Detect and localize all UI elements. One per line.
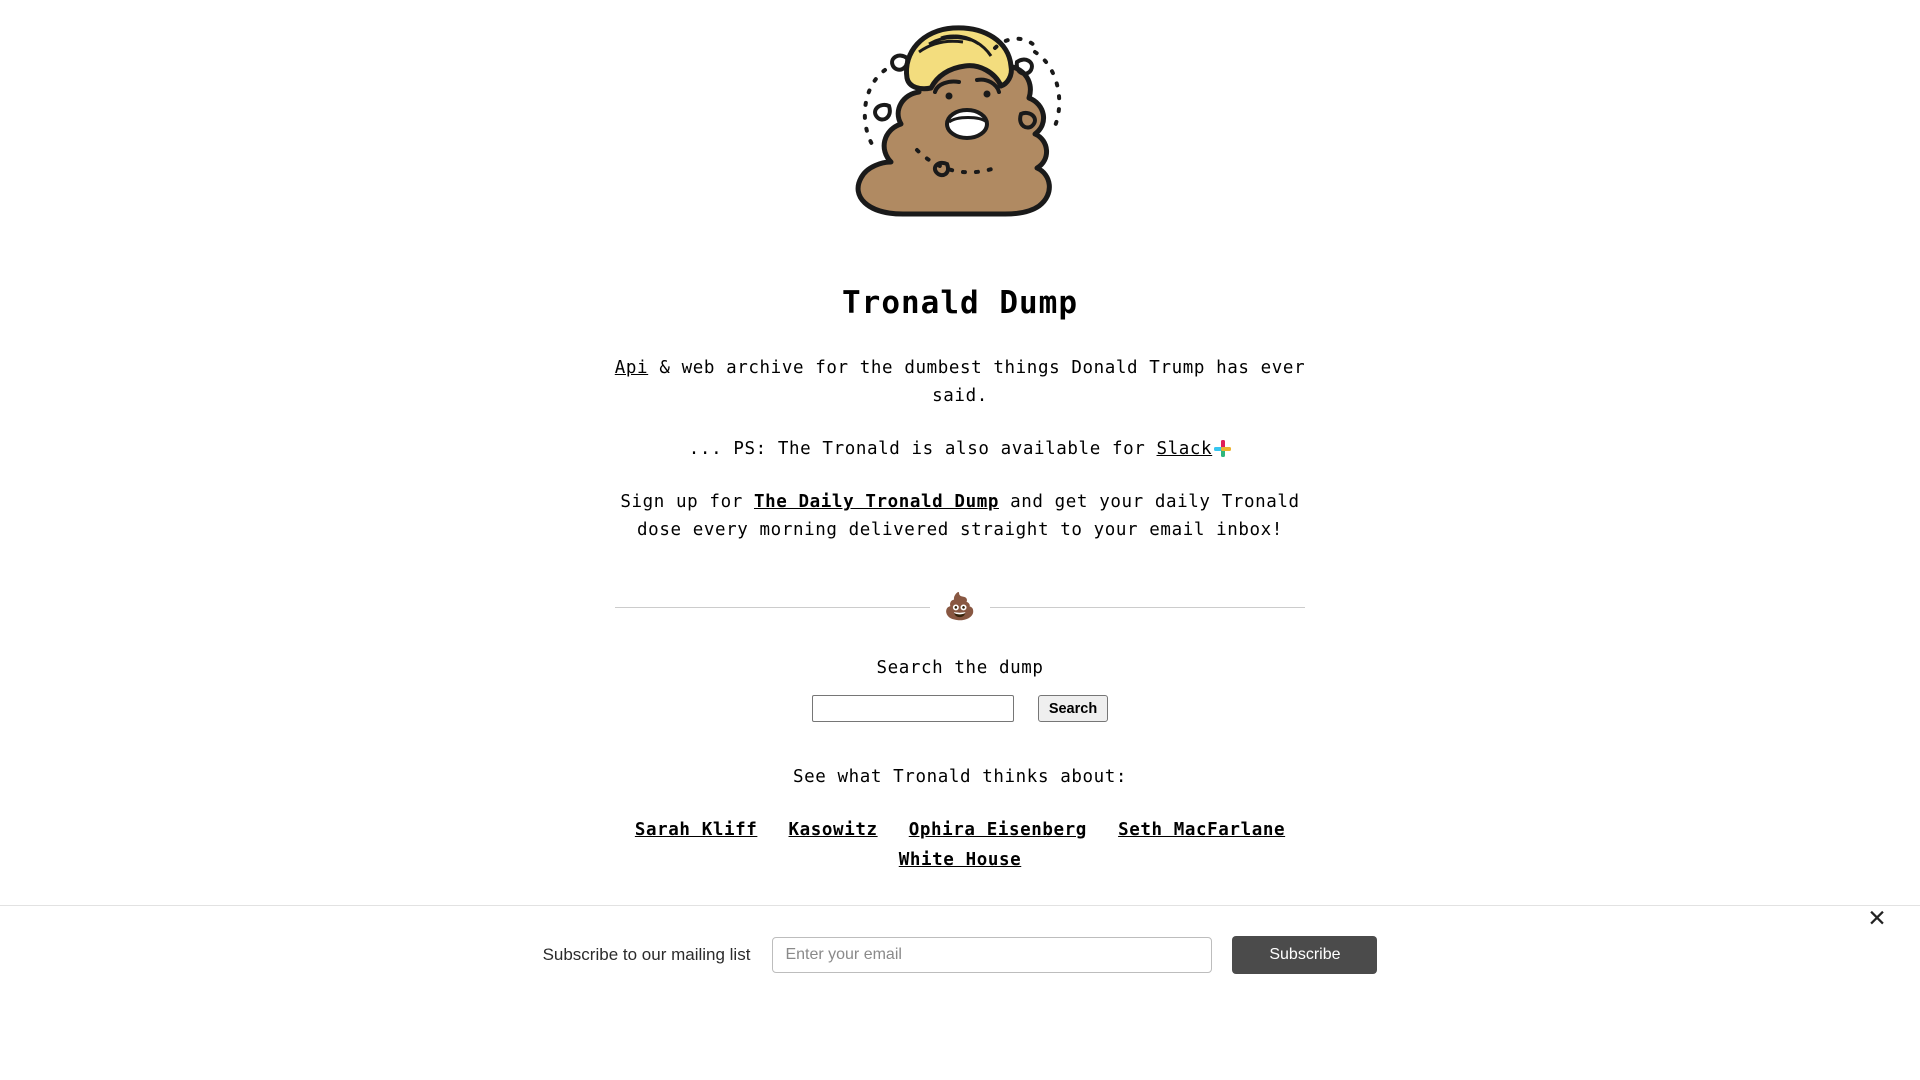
topic-link[interactable]: Seth MacFarlane [1118,820,1286,840]
email-field[interactable] [772,937,1212,973]
intro-line-2-prefix: ... PS: The Tronald is also available for [688,439,1157,459]
intro-line-2 [610,410,1310,463]
site-logo [0,0,1920,223]
section-divider [615,544,1305,620]
search-label: Search the dump [876,658,1044,678]
intro-line-1-rest: & web archive for the dumbest things Donald Trump has ever said. [648,358,1306,406]
intro-line-3-prefix: Sign up for [620,492,754,512]
slack-link[interactable]: Slack [1156,439,1213,459]
topic-link[interactable]: White House [898,850,1022,870]
intro-block [610,321,1310,544]
topics-label: See what Tronald thinks about: [792,767,1128,787]
topic-link[interactable]: Ophira Eisenberg [908,820,1087,840]
page-title: Tronald Dump [842,285,1078,321]
slack-icon [1214,440,1231,457]
intro-line-3-rest: and get your daily Tronald dose every morning delivered straight to your email inbox! [637,492,1300,540]
poo-emoji-icon: 💩 [943,592,977,622]
close-icon[interactable]: ✕ [1867,906,1887,932]
daily-tronald-dump-link[interactable]: The Daily Tronald Dump [753,492,999,512]
divider-rule-left [615,607,930,608]
mailing-list-label: Subscribe to our mailing list [542,945,751,964]
intro-line-3 [610,463,1310,544]
mailing-list-bar [0,905,1920,1080]
api-link[interactable]: Api [614,358,649,378]
subscribe-button[interactable]: Subscribe [1232,936,1377,974]
topic-link[interactable]: Sarah Kliff [634,820,758,840]
trump-poo-icon [845,18,1075,223]
intro-line-1 [610,321,1310,410]
divider-rule-right [990,607,1305,608]
search-button[interactable]: Search [1038,695,1108,722]
search-row [0,678,1920,722]
search-input[interactable] [812,695,1014,722]
topics-list [620,787,1300,875]
topic-link[interactable]: Kasowitz [788,820,878,840]
mailing-list-row [0,936,1920,974]
